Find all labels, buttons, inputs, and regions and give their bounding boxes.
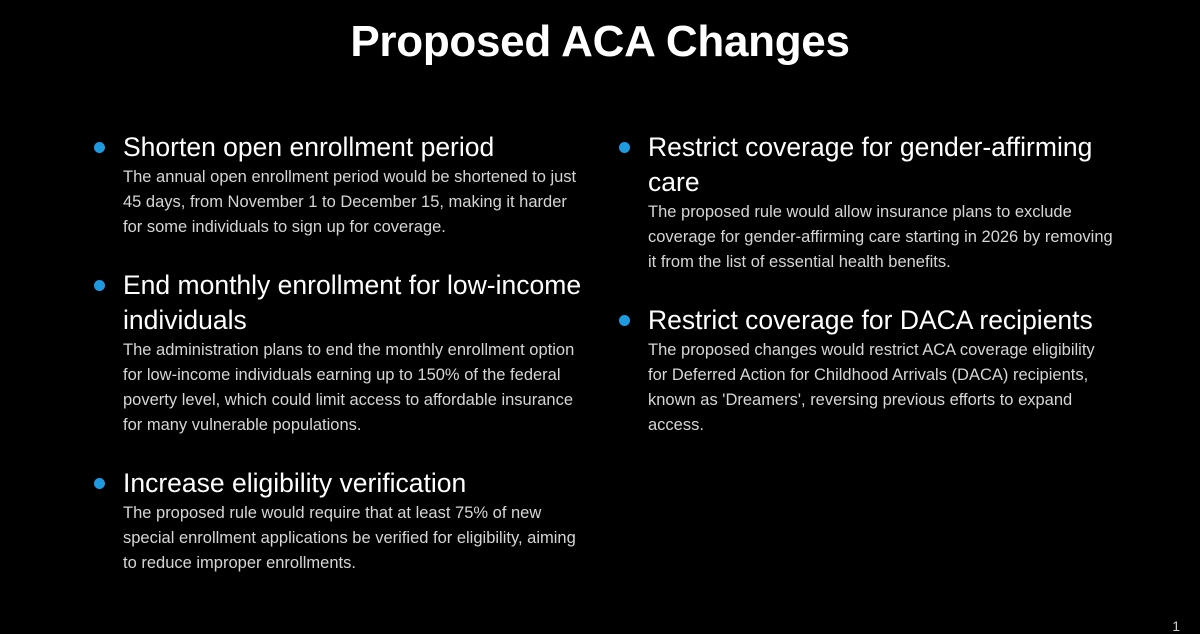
bullet-heading: Restrict coverage for gender-affirming care (648, 132, 1093, 197)
slide-title: Proposed ACA Changes (350, 17, 850, 66)
bullet-heading: Restrict coverage for DACA recipients (648, 305, 1093, 335)
bullet-item-daca-recipients (618, 303, 1118, 438)
bullet-dot-icon (94, 478, 105, 489)
bullet-dot-icon (619, 142, 630, 153)
bullet-dot-icon (619, 315, 630, 326)
page-number: 1 (1172, 618, 1180, 634)
bullet-item-gender-affirming-care (618, 130, 1118, 275)
right-column (618, 130, 1118, 438)
bullet-dot-icon (94, 142, 105, 153)
bullet-text: The proposed changes would restrict ACA coverage eligibility for Deferred Action for Childhood Arrivals (DACA) recipients, known as 'Dreamers', reversing previous efforts to expand access. (648, 341, 1095, 434)
bullet-dot-icon (94, 280, 105, 291)
bullet-text: The annual open enrollment period would be shortened to just 45 days, from November 1 to December 15, making it harder for some individuals to sign up for coverage. (123, 168, 577, 236)
bullet-item-open-enrollment (93, 130, 583, 240)
left-column (93, 130, 583, 576)
bullet-text: The proposed rule would require that at least 75% of new special enrollment applications be verified for eligibility, aiming to reduce improper enrollments. (123, 504, 576, 572)
bullet-item-eligibility-verification (93, 466, 583, 576)
bullet-item-monthly-enrollment (93, 268, 583, 438)
bullet-text: The proposed rule would allow insurance plans to exclude coverage for gender-affirming care starting in 2026 by removing it from the list of essential health benefits. (648, 203, 1113, 271)
bullet-heading: Increase eligibility verification (123, 468, 467, 498)
bullet-heading: Shorten open enrollment period (123, 132, 495, 162)
bullet-heading: End monthly enrollment for low-income individuals (123, 270, 582, 335)
bullet-text: The administration plans to end the monthly enrollment option for low-income individuals earning up to 150% of the federal poverty level, which could limit access to affordable insurance for many vulnerable populations. (123, 341, 575, 434)
